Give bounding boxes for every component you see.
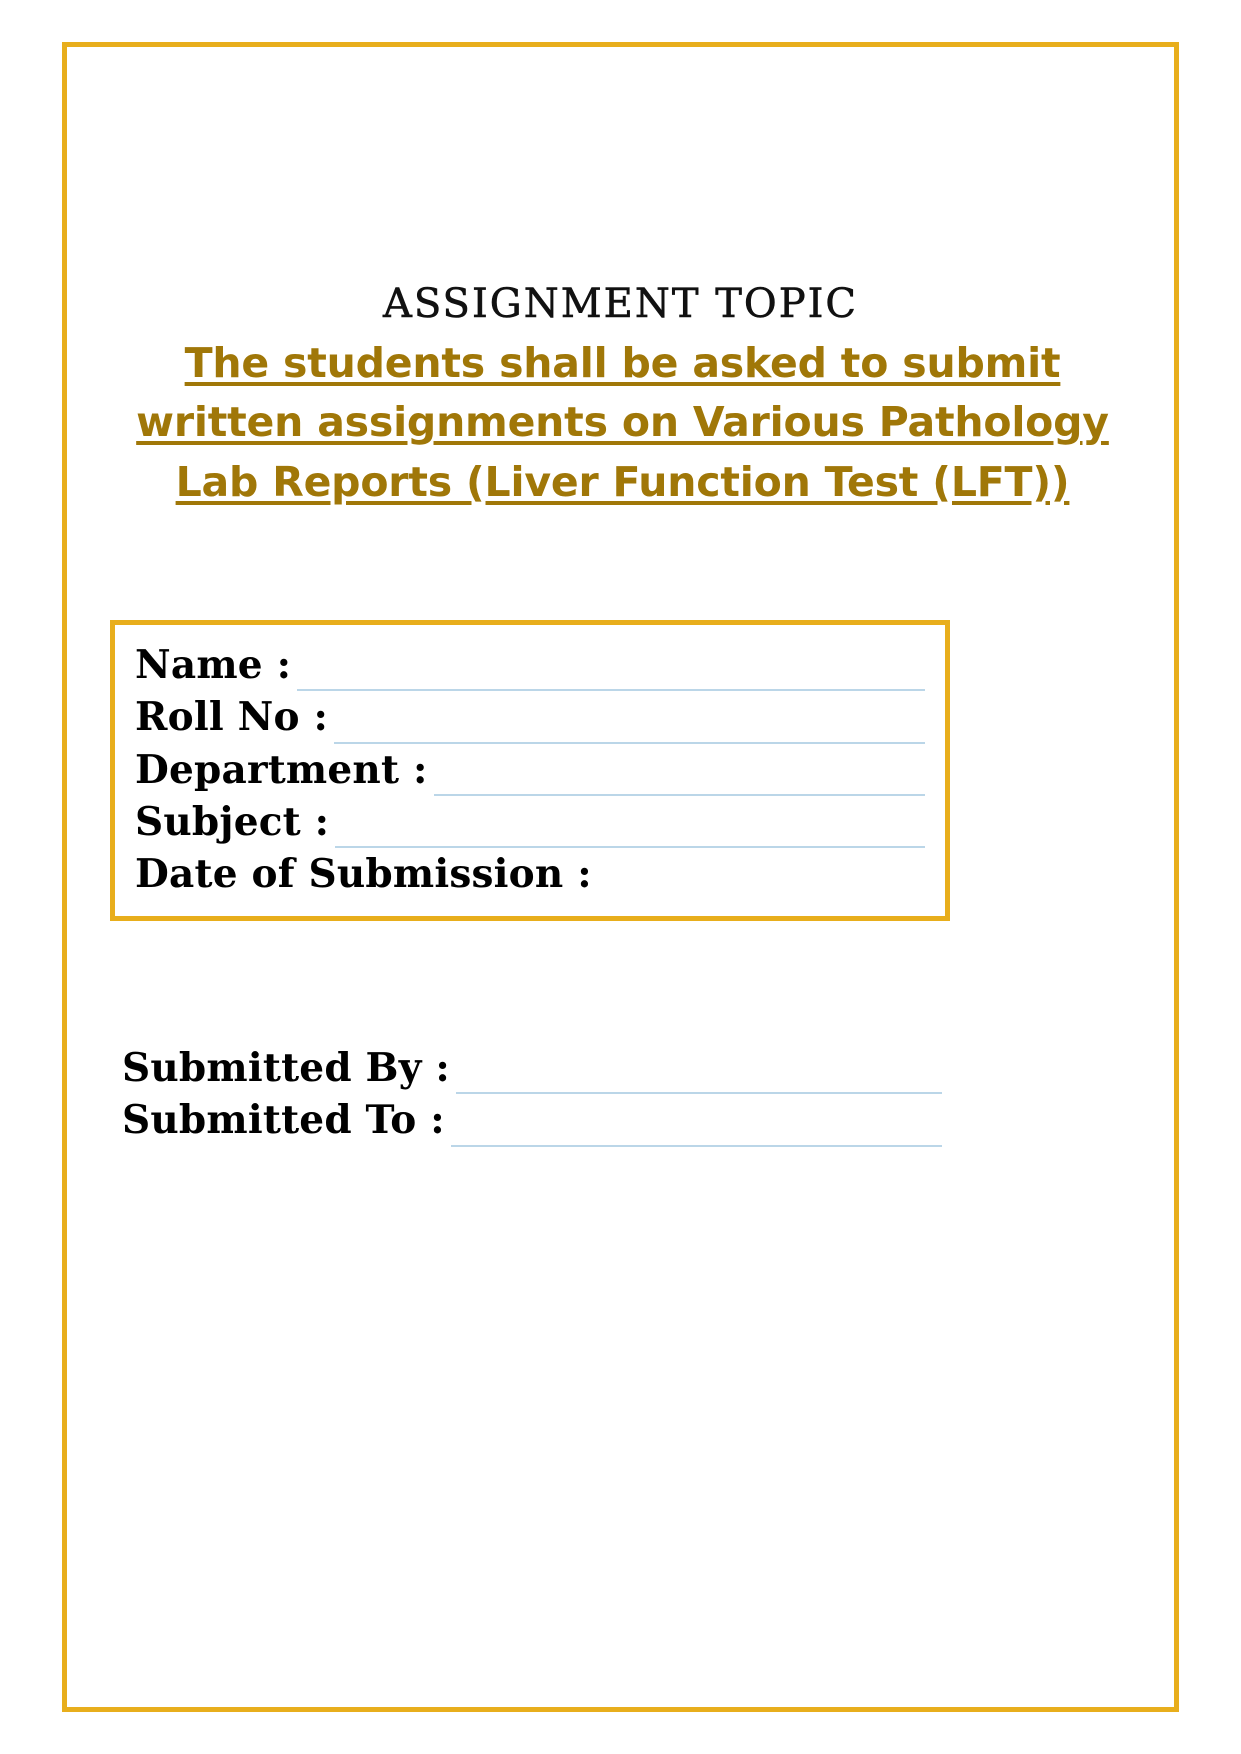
- field-label-roll-no: Roll No :: [135, 694, 329, 741]
- field-row-submitted-by: [122, 1042, 942, 1094]
- field-row-subject: [135, 796, 925, 848]
- field-label-subject: Subject :: [135, 798, 330, 845]
- field-row-department: [135, 744, 925, 796]
- field-label-date-of-submission: Date of Submission :: [135, 851, 592, 897]
- student-details-box: [110, 620, 950, 921]
- field-row-roll-no: [135, 691, 925, 743]
- field-input-date-of-submission[interactable]: [598, 870, 925, 900]
- field-label-submitted-to: Submitted To :: [122, 1097, 445, 1144]
- field-row-submitted-to: [122, 1094, 942, 1146]
- page-title: ASSIGNMENT TOPIC: [382, 281, 859, 327]
- field-input-subject[interactable]: [335, 816, 925, 848]
- assignment-topic-text: The students shall be asked to submit written assignments on Various Pathology Lab Reports (Liver Function Test (LFT)): [136, 339, 1109, 506]
- field-label-name: Name :: [135, 642, 292, 688]
- field-label-department: Department :: [135, 746, 428, 793]
- field-input-submitted-by[interactable]: [456, 1062, 942, 1094]
- field-row-date-of-submission: [135, 848, 925, 900]
- field-input-name[interactable]: [297, 659, 925, 691]
- page-content: [62, 42, 1179, 1712]
- submitted-block: [122, 1042, 942, 1147]
- field-input-submitted-to[interactable]: [451, 1115, 942, 1147]
- field-row-name: [135, 639, 925, 691]
- field-label-submitted-by: Submitted By :: [122, 1045, 450, 1091]
- field-input-department[interactable]: [434, 764, 925, 796]
- field-input-roll-no[interactable]: [334, 712, 925, 744]
- title-block: [62, 282, 1179, 512]
